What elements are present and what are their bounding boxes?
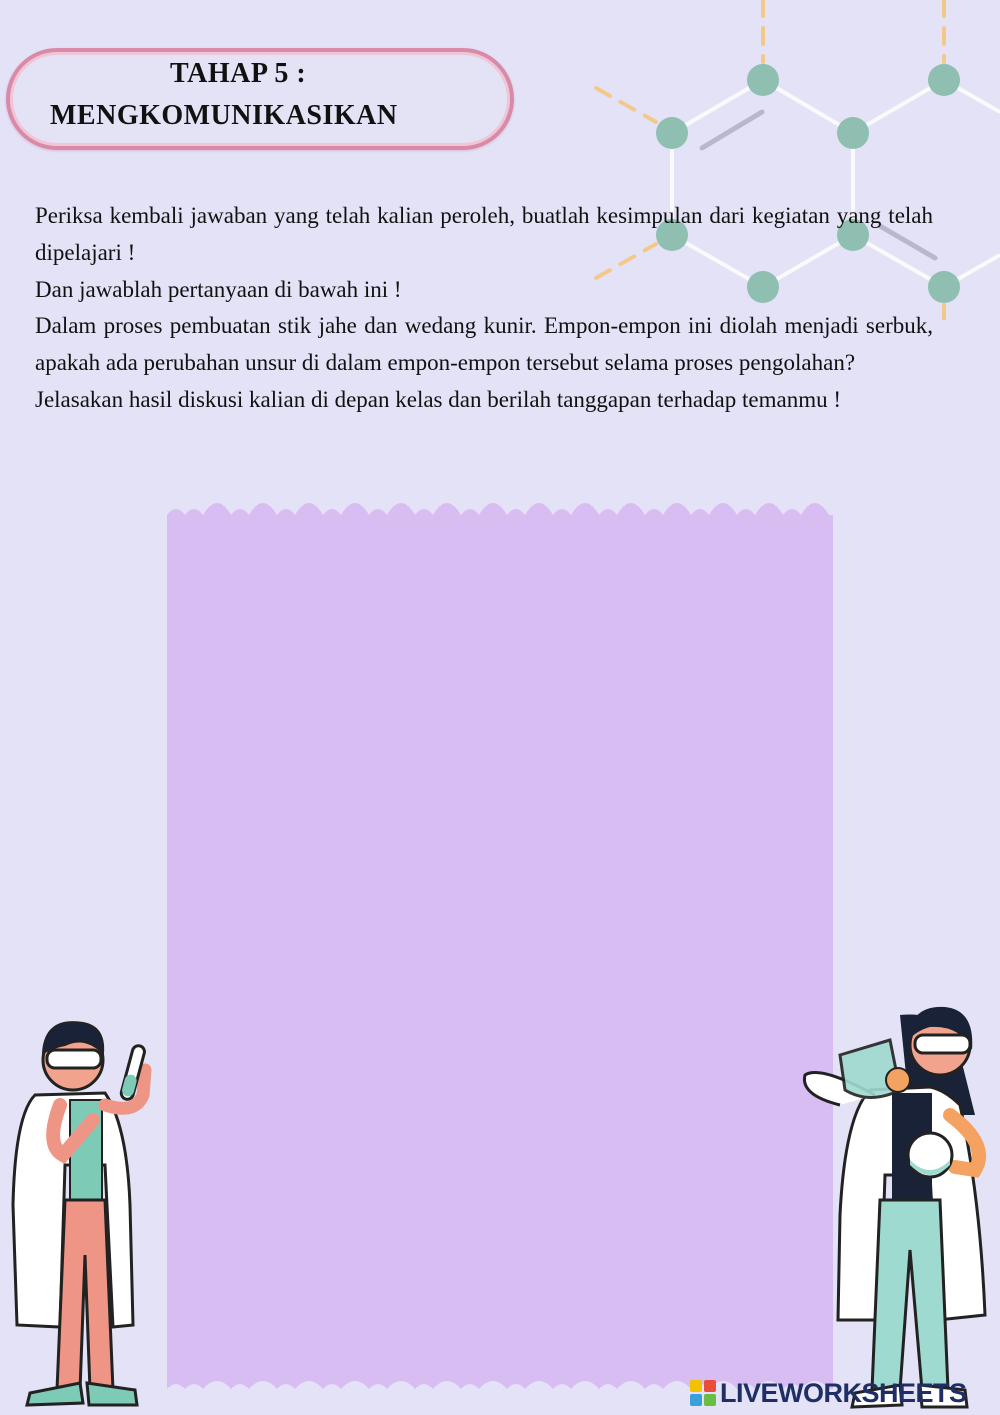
scallop-border-top [167, 495, 833, 525]
page-title-stage: TAHAP 5 : [170, 58, 307, 89]
scientist-boy-icon [5, 1005, 170, 1410]
instructions [35, 198, 933, 419]
instruction-paragraph-1: Periksa kembali jawaban yang telah kalian peroleh, buatlah kesimpulan dari kegiatan yang telah dipelajari ! [35, 203, 933, 265]
instruction-paragraph-2: Dan jawablah pertanyaan di bawah ini ! [35, 276, 402, 302]
page-title-name: MENGKOMUNIKASIKAN [50, 100, 398, 131]
question-paragraph: Dalam proses pembuatan stik jahe dan wedang kunir. Empon-empon ini diolah menjadi serbuk, apakah ada perubahan unsur di dalam empon-empon tersebut selama proses pengolahan? [35, 313, 933, 376]
brand-name: LIVEWORKSHEETS [720, 1377, 967, 1408]
instruction-paragraph-4: Jelasakan hasil diskusi kalian di depan kelas dan berilah tanggapan terhadap temanmu ! [35, 386, 842, 412]
answer-text-area[interactable] [167, 495, 833, 1405]
liveworksheets-logo-icon [690, 1376, 990, 1410]
scientist-girl-icon [800, 995, 1000, 1410]
brand-mark-icon [690, 1380, 716, 1406]
